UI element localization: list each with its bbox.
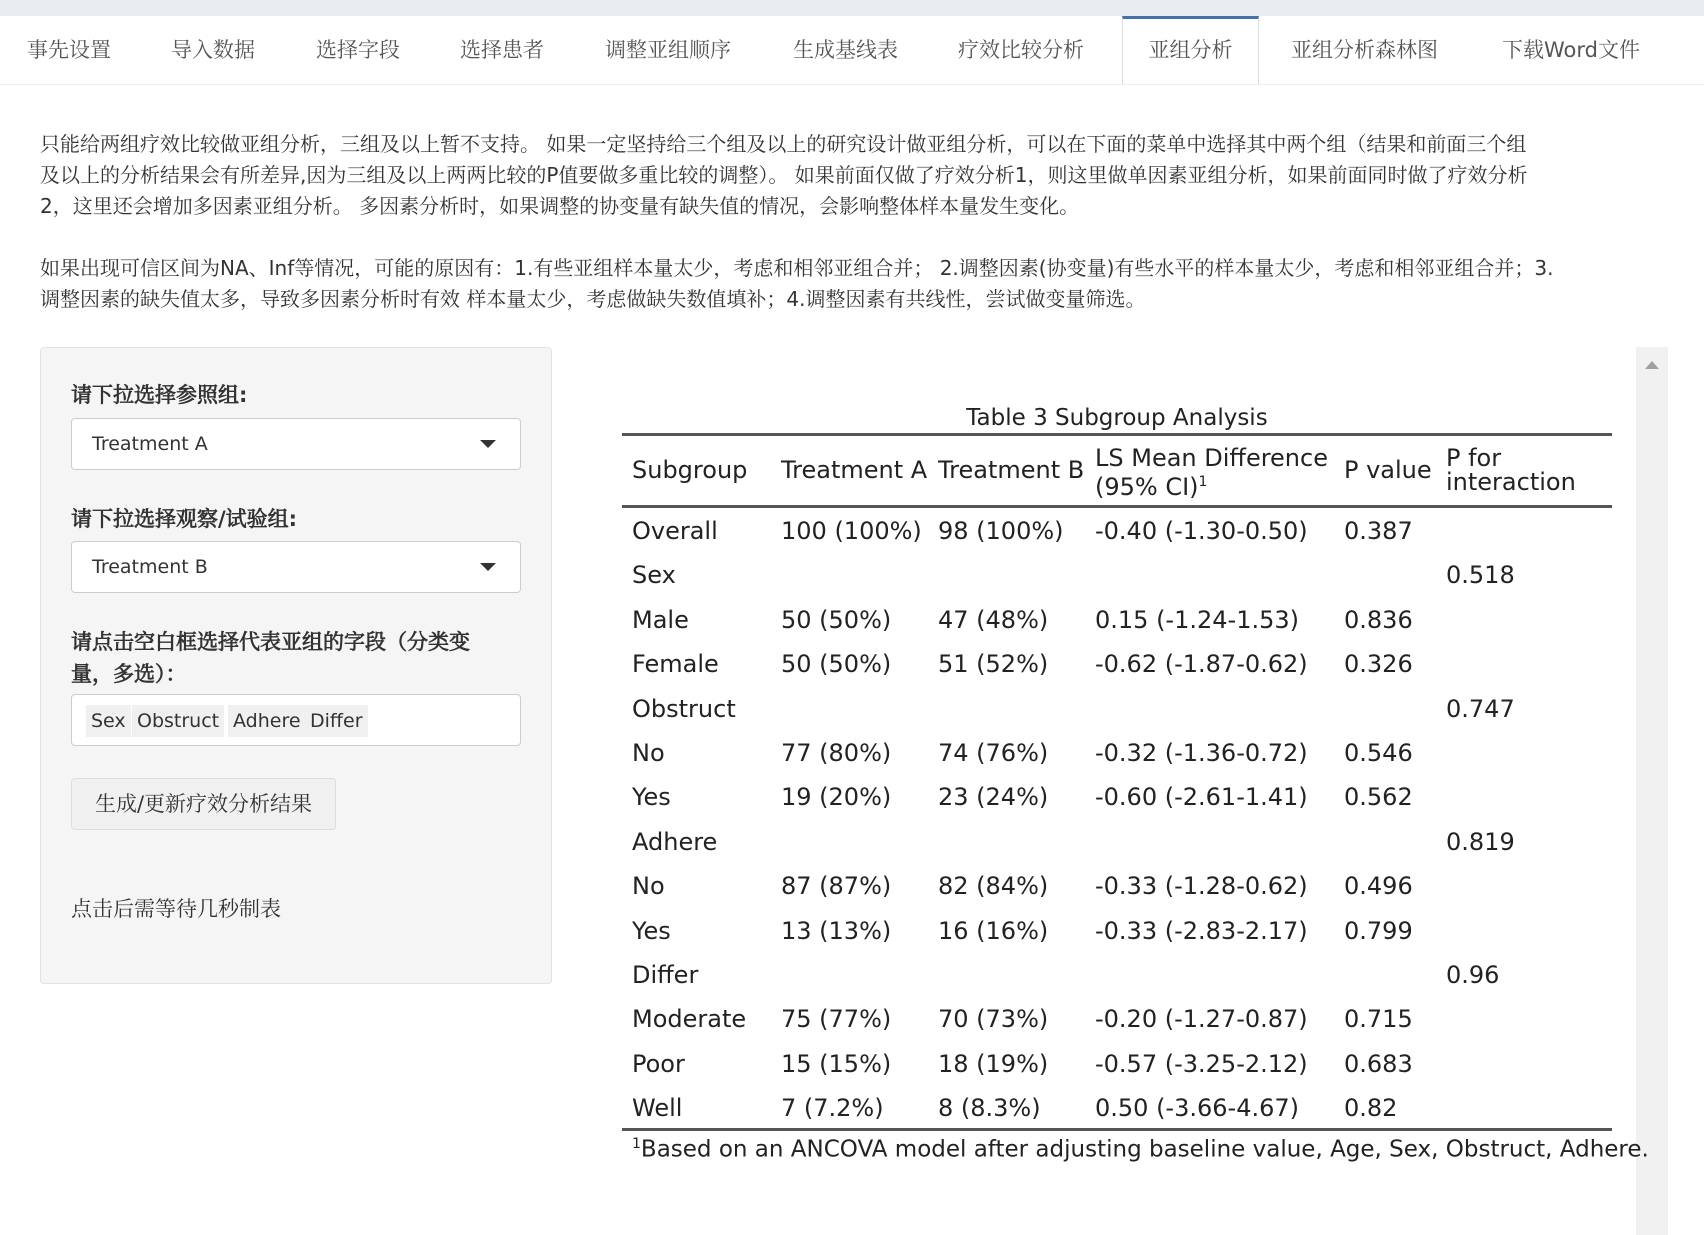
cell-ls-mean-diff: -0.62 (-1.87-0.62) <box>1095 650 1308 678</box>
table-title: Table 3 Subgroup Analysis <box>966 405 1268 431</box>
cell-p-value: 0.799 <box>1344 917 1413 945</box>
cell-treatment-a: 77 (80%) <box>781 739 892 767</box>
cell-p-value: 0.326 <box>1344 650 1413 678</box>
window-top-bar <box>0 0 1704 16</box>
trial-group-select[interactable] <box>71 541 521 593</box>
cell-p-value: 0.82 <box>1344 1094 1398 1122</box>
cell-subgroup: No <box>632 872 665 900</box>
table-bottom-rule <box>622 1128 1612 1131</box>
cell-p-interaction: 0.96 <box>1446 961 1500 989</box>
tab-adjust-subgroup-order[interactable]: 调整亚组顺序 <box>605 38 731 62</box>
cell-treatment-b: 98 (100%) <box>938 517 1064 545</box>
reference-group-select[interactable] <box>71 418 521 470</box>
cell-subgroup: Sex <box>632 561 676 589</box>
cell-treatment-b: 74 (76%) <box>938 739 1049 767</box>
cell-p-value: 0.836 <box>1344 606 1413 634</box>
header-p-interaction-2: interaction <box>1446 468 1576 496</box>
cell-ls-mean-diff: 0.50 (-3.66-4.67) <box>1095 1094 1299 1122</box>
cell-subgroup: Obstruct <box>632 695 736 723</box>
intro-line: 如果出现可信区间为NA、Inf等情况，可能的原因有：1.有些亚组样本量太少，考虑和相邻亚组合并； 2.调整因素(协变量)有些水平的样本量太少，考虑和相邻亚组合并；3. <box>40 256 1554 280</box>
tab-select-patients[interactable]: 选择患者 <box>460 38 544 62</box>
intro-line: 只能给两组疗效比较做亚组分析，三组及以上暂不支持。 如果一定坚持给三个组及以上的研究设计做亚组分析，可以在下面的菜单中选择其中两个组（结果和前面三个组 <box>40 132 1527 156</box>
cell-subgroup: Adhere <box>632 828 718 856</box>
reference-group-value: Treatment A <box>92 433 208 455</box>
cell-subgroup: Female <box>632 650 719 678</box>
cell-subgroup: Overall <box>632 517 718 545</box>
header-ci: (95% CI)$^1$ <box>1095 473 1208 501</box>
cell-subgroup: Male <box>632 606 689 634</box>
cell-ls-mean-diff: -0.32 (-1.36-0.72) <box>1095 739 1308 767</box>
tab-download-word[interactable]: 下载Word文件 <box>1502 38 1640 62</box>
header-ls-mean-diff: LS Mean Difference <box>1095 444 1328 472</box>
tab-bar <box>0 16 1704 85</box>
cell-ls-mean-diff: -0.20 (-1.27-0.87) <box>1095 1005 1308 1033</box>
cell-subgroup: Yes <box>632 917 671 945</box>
cell-treatment-b: 18 (19%) <box>938 1050 1049 1078</box>
intro-line: 调整因素的缺失值太多，导致多因素分析时有效 样本量太少，考虑做缺失数值填补；4.调整因素有共线性，尝试做变量筛选。 <box>40 287 1146 311</box>
tab-subgroup-forest-plot[interactable]: 亚组分析森林图 <box>1291 38 1438 62</box>
cell-treatment-b: 23 (24%) <box>938 783 1049 811</box>
header-treatment-b: Treatment B <box>938 456 1085 484</box>
cell-treatment-b: 16 (16%) <box>938 917 1049 945</box>
tab-settings[interactable]: 事先设置 <box>27 38 111 62</box>
generate-results-button[interactable]: 生成/更新疗效分析结果 <box>71 778 336 830</box>
subgroup-field-label: 量，多选）： <box>71 662 187 686</box>
cell-p-value: 0.683 <box>1344 1050 1413 1078</box>
tab-efficacy-comparison[interactable]: 疗效比较分析 <box>958 38 1084 62</box>
cell-treatment-b: 70 (73%) <box>938 1005 1049 1033</box>
trial-group-label: 请下拉选择观察/试验组: <box>71 507 298 531</box>
header-treatment-a: Treatment A <box>781 456 928 484</box>
intro-line: 2，这里还会增加多因素亚组分析。 多因素分析时，如果调整的协变量有缺失值的情况，会影响整体样本量发生变化。 <box>40 194 1080 218</box>
cell-treatment-a: 13 (13%) <box>781 917 892 945</box>
tab-subgroup-analysis[interactable]: 亚组分析 <box>1122 16 1259 84</box>
cell-p-value: 0.562 <box>1344 783 1413 811</box>
cell-subgroup: Yes <box>632 783 671 811</box>
table-top-rule <box>622 433 1612 436</box>
trial-group-value: Treatment B <box>92 556 208 578</box>
reference-group-label: 请下拉选择参照组: <box>71 383 248 407</box>
tab-import-data[interactable]: 导入数据 <box>171 38 255 62</box>
table-footnote: $^1$Based on an ANCOVA model after adjusting baseline value, Age, Sex, Obstruct, Adhere. <box>632 1136 1649 1163</box>
chip-adhere[interactable]: Adhere <box>228 705 306 737</box>
cell-ls-mean-diff: 0.15 (-1.24-1.53) <box>1095 606 1299 634</box>
cell-p-value: 0.715 <box>1344 1005 1413 1033</box>
scrollbar[interactable] <box>1636 347 1668 1235</box>
wait-hint: 点击后需等待几秒制表 <box>71 897 281 921</box>
scroll-up-arrow-icon[interactable] <box>1645 361 1659 369</box>
cell-ls-mean-diff: -0.60 (-2.61-1.41) <box>1095 783 1308 811</box>
header-p-interaction: P for <box>1446 444 1502 472</box>
cell-treatment-a: 50 (50%) <box>781 650 892 678</box>
cell-p-interaction: 0.819 <box>1446 828 1515 856</box>
tab-baseline-table[interactable]: 生成基线表 <box>793 38 898 62</box>
chip-sex[interactable]: Sex <box>86 705 131 737</box>
tab-select-fields[interactable]: 选择字段 <box>316 38 400 62</box>
cell-treatment-a: 100 (100%) <box>781 517 922 545</box>
cell-p-interaction: 0.518 <box>1446 561 1515 589</box>
cell-treatment-b: 82 (84%) <box>938 872 1049 900</box>
cell-subgroup: Differ <box>632 961 699 989</box>
chevron-down-icon <box>480 563 496 571</box>
cell-treatment-a: 19 (20%) <box>781 783 892 811</box>
sidebar-panel <box>40 347 552 984</box>
cell-subgroup: Well <box>632 1094 683 1122</box>
cell-ls-mean-diff: -0.33 (-1.28-0.62) <box>1095 872 1308 900</box>
cell-p-value: 0.546 <box>1344 739 1413 767</box>
cell-p-value: 0.496 <box>1344 872 1413 900</box>
header-subgroup: Subgroup <box>632 456 748 484</box>
cell-treatment-b: 8 (8.3%) <box>938 1094 1041 1122</box>
cell-treatment-a: 75 (77%) <box>781 1005 892 1033</box>
cell-treatment-a: 50 (50%) <box>781 606 892 634</box>
cell-treatment-b: 51 (52%) <box>938 650 1049 678</box>
cell-p-interaction: 0.747 <box>1446 695 1515 723</box>
subgroup-field-multiselect[interactable] <box>71 694 521 746</box>
cell-treatment-a: 15 (15%) <box>781 1050 892 1078</box>
cell-treatment-a: 7 (7.2%) <box>781 1094 884 1122</box>
cell-subgroup: Poor <box>632 1050 685 1078</box>
subgroup-field-label: 请点击空白框选择代表亚组的字段（分类变 <box>71 630 470 654</box>
cell-ls-mean-diff: -0.33 (-2.83-2.17) <box>1095 917 1308 945</box>
cell-ls-mean-diff: -0.40 (-1.30-0.50) <box>1095 517 1308 545</box>
header-p-value: P value <box>1344 456 1432 484</box>
chip-differ[interactable]: Differ <box>305 705 368 737</box>
cell-treatment-b: 47 (48%) <box>938 606 1049 634</box>
cell-treatment-a: 87 (87%) <box>781 872 892 900</box>
chevron-down-icon <box>480 440 496 448</box>
chip-obstruct[interactable]: Obstruct <box>132 705 224 737</box>
cell-p-value: 0.387 <box>1344 517 1413 545</box>
cell-ls-mean-diff: -0.57 (-3.25-2.12) <box>1095 1050 1308 1078</box>
cell-subgroup: Moderate <box>632 1005 747 1033</box>
table-header-rule <box>622 505 1612 508</box>
intro-line: 及以上的分析结果会有所差异,因为三组及以上两两比较的P值要做多重比较的调整）。 如果前面仅做了疗效分析1，则这里做单因素亚组分析，如果前面同时做了疗效分析 <box>40 163 1528 187</box>
cell-subgroup: No <box>632 739 665 767</box>
